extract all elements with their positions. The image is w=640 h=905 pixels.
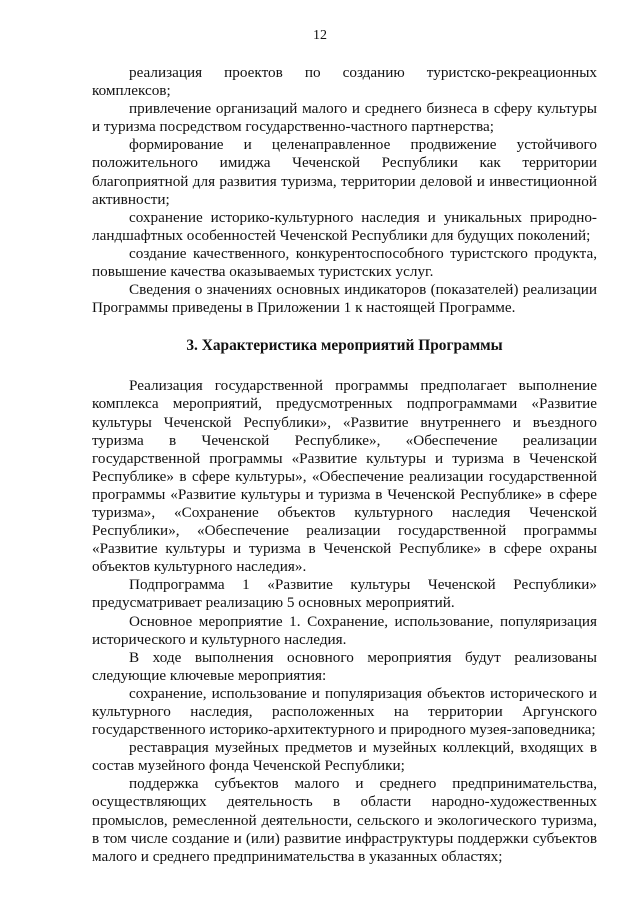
paragraph: создание качественного, конкурентоспособного туристского продукта, повышение качества оказываемых туристских услуг. <box>92 244 597 281</box>
paragraph: Основное мероприятие 1. Сохранение, использование, популяризация исторического и культурного наследия. <box>92 612 597 648</box>
paragraph: реставрация музейных предметов и музейных коллекций, входящих в состав музейного фонда Чеченской Республики; <box>92 739 597 775</box>
paragraph: Сведения о значениях основных индикаторов (показателей) реализации Программы приведены в Приложении 1 к настоящей Программе. <box>92 281 597 317</box>
paragraph: привлечение организаций малого и среднего бизнеса в сферу культуры и туризма посредством государственно-частного партнерства; <box>92 100 597 136</box>
paragraph: реализация проектов по созданию туристско-рекреационных комплексов; <box>92 64 597 100</box>
paragraph: сохранение, использование и популяризация объектов исторического и культурного наследия, расположенных на территории Аргунского государственного историко-архитектурного и природного музея-заповедника; <box>92 684 597 739</box>
paragraph: поддержка субъектов малого и среднего предпринимательства, осуществляющих деятельность в области народно-художественных промыслов, ремесленной деятельности, сельского и экологического туризма, в том числе создание и (или) развитие инфраструктуры поддержки субъектов малого и среднего предпринимательства в указанных областях; <box>92 775 597 865</box>
page-number: 12 <box>313 28 327 43</box>
paragraph: сохранение историко-культурного наследия и уникальных природно-ландшафтных особенностей Чеченской Республики для будущих поколений; <box>92 208 597 244</box>
paragraph: В ходе выполнения основного мероприятия будут реализованы следующие ключевые мероприятия: <box>92 648 597 684</box>
document-body <box>92 64 597 866</box>
section-heading: 3. Характеристика мероприятий Программы <box>186 337 503 355</box>
paragraph: Подпрограмма 1 «Развитие культуры Чеченской Республики» предусматривает реализацию 5 основных мероприятий. <box>92 576 597 612</box>
paragraph: Реализация государственной программы предполагает выполнение комплекса мероприятий, предусмотренных подпрограммами «Развитие культуры Чеченской Республики», «Развитие внутреннего и въездного туризма в Чеченской Республике», «Обеспечение реализации государственной программы «Развитие культуры и туризма в Чеченской Республике» в сфере культуры», «Обеспечение реализации государственной программы «Развитие культуры и туризма в Чеченской Республике» в сфере туризма», «Сохранение объектов культурного наследия Чеченской Республики», «Обеспечение реализации государственной программы «Развитие культуры и туризма в Чеченской Республике» в сфере охраны объектов культурного наследия». <box>92 377 597 576</box>
paragraph: формирование и целенаправленное продвижение устойчивого положительного имиджа Чеченской Республики как территории благоприятной для развития туризма, территории деловой и инвестиционной активности; <box>92 136 597 208</box>
